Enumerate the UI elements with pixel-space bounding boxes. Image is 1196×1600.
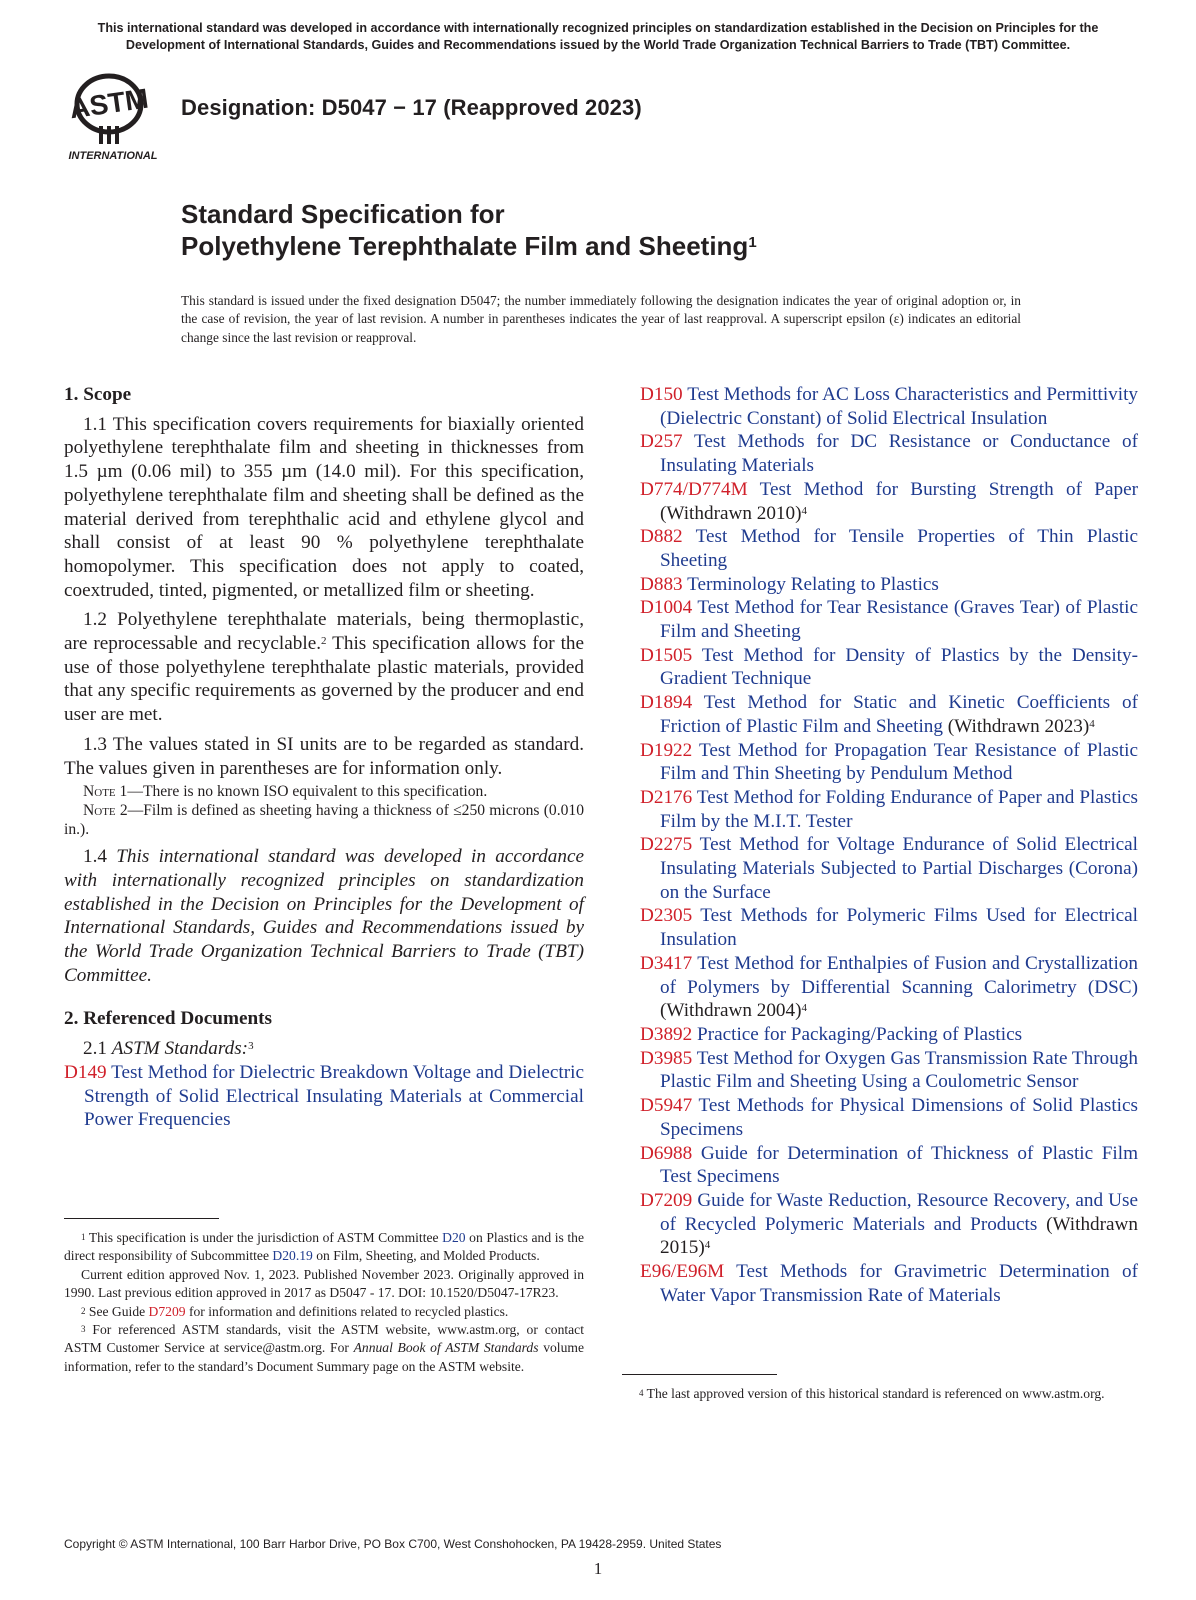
reference-item	[640, 1142, 1138, 1189]
reference-title-link[interactable]: Guide for Determination of Thickness of Plastic Film Test Specimens	[660, 1142, 1138, 1188]
reference-item	[640, 573, 1138, 597]
left-column	[64, 383, 584, 1132]
reference-title-link[interactable]: Test Methods for Polymeric Films Used for Electrical Insulation	[660, 905, 1138, 951]
reference-code-link[interactable]: D1922	[640, 739, 693, 761]
reference-code-link[interactable]: D883	[640, 573, 683, 595]
reference-item	[640, 691, 1138, 738]
footnotes-left	[64, 1229, 584, 1376]
reference-title-link[interactable]: Test Methods for Gravimetric Determination of Water Vapor Transmission Rate of Materials	[660, 1261, 1138, 1306]
reference-item	[640, 1260, 1138, 1307]
reference-code-link[interactable]: D6988	[640, 1142, 693, 1164]
title-line-2: Polyethylene Terephthalate Film and Sheeting$^1$	[181, 231, 757, 261]
footnote-ref-3[interactable]: 3	[248, 1040, 254, 1053]
reference-title-link[interactable]: Test Method for Dielectric Breakdown Voltage and Dielectric Strength of Solid Electrical Insulating Materials at Commercial Power Frequencies	[84, 1061, 584, 1131]
reference-item	[640, 596, 1138, 643]
reference-item	[640, 525, 1138, 572]
footnote-ref-4[interactable]: 4	[1089, 717, 1095, 730]
reference-title-link[interactable]: Test Methods for DC Resistance or Conductance of Insulating Materials	[660, 431, 1138, 477]
paragraph-1-2: 1.2 Polyethylene terephthalate materials, being thermoplastic, are reprocessable and recyclable.$^2$ This specification allows for the use of those polyethylene terephthalate plastic materials, provided that any specific requirements as governed by the producer and end user are met.	[64, 609, 585, 726]
footnote-ref-4[interactable]: 4	[801, 504, 807, 517]
reference-code-link[interactable]: D774/D774M	[640, 478, 748, 500]
subsection-astm-standards: 2.1 ASTM Standards:$^3$	[83, 1038, 254, 1060]
reference-code-link[interactable]: E96/E96M	[640, 1261, 725, 1283]
footnote-divider-right	[622, 1374, 777, 1375]
reference-code-link[interactable]: D5947	[640, 1095, 693, 1117]
reference-code-link[interactable]: D2305	[640, 905, 693, 927]
right-column	[640, 383, 1138, 1307]
reference-code-link[interactable]: D2176	[640, 786, 693, 808]
reference-title-link[interactable]: Test Method for Static and Kinetic Coefficients of Friction of Plastic Film and Sheeting	[660, 692, 1138, 737]
reference-item	[640, 383, 1138, 430]
reference-item	[64, 1061, 584, 1132]
title-line-1: Standard Specification for	[181, 199, 505, 229]
footnote-ref-2[interactable]: 2	[321, 635, 327, 648]
footnote-divider-left	[64, 1218, 219, 1219]
withdrawn-note: (Withdrawn 2023)	[943, 715, 1090, 737]
footnote-ref-4[interactable]: 4	[704, 1239, 711, 1252]
footnote-1: $^1$ This specification is under the jurisdiction of ASTM Committee D20 on Plastics and is the direct responsibility of Subcommittee D20.19 on Film, Sheeting, and Molded Products.	[64, 1230, 584, 1264]
reference-item	[640, 833, 1138, 904]
reference-item	[640, 478, 1138, 525]
reference-title-link[interactable]: Test Method for Density of Plastics by the Density-Gradient Technique	[660, 644, 1138, 690]
designation: Designation: D5047 − 17 (Reapproved 2023)	[181, 95, 642, 120]
reference-code-link[interactable]: D1505	[640, 644, 693, 666]
paragraph-1-4: 1.4 This international standard was developed in accordance with internationally recognized principles on standardization established in the Decision on Principles for the Development of International Standards, Guides and Recommendations issued by the World Trade Organization Technical Barriers to Trade (TBT) Committee.	[64, 846, 585, 986]
paragraph-1-3: 1.3 The values stated in SI units are to be regarded as standard. The values given in parentheses are for information only.	[64, 733, 584, 779]
reference-title-link[interactable]: Test Methods for Physical Dimensions of Solid Plastics Specimens	[660, 1095, 1138, 1140]
footnote-1-edition: Current edition approved Nov. 1, 2023. Published November 2023. Originally approved in 1990. Last previous edition approved in 2017 as D5047 - 17. DOI: 10.1520/D5047-17R23.	[64, 1266, 584, 1301]
reference-title-link[interactable]: Test Method for Enthalpies of Fusion and Crystallization of Polymers by Differential Scanning Calorimetry (DSC)	[660, 952, 1138, 998]
footnotes-right	[622, 1385, 1138, 1403]
reference-title-link[interactable]: Test Method for Tensile Properties of Thin Plastic Sheeting	[660, 526, 1138, 571]
title-footnote-ref[interactable]: 1	[748, 234, 757, 251]
reference-item	[640, 1094, 1138, 1141]
footnote-ref-4[interactable]: 4	[801, 1002, 807, 1015]
preamble: This standard is issued under the fixed designation D5047; the number immediately following the designation indicates the year of original adoption or, in the case of revision, the year of last revision. A number in parentheses indicates the year of last reapproval. A superscript epsilon (ε) indicates an editorial change since the last revision or reapproval.	[181, 293, 1021, 345]
svg-text:INTERNATIONAL: INTERNATIONAL	[68, 150, 158, 162]
reference-title-link[interactable]: Test Methods for AC Loss Characteristics and Permittivity (Dielectric Constant) of Solid Electrical Insulation	[660, 384, 1138, 429]
reference-code-link[interactable]: D3985	[640, 1047, 693, 1069]
reference-item	[640, 430, 1138, 477]
reference-item	[640, 904, 1138, 951]
reference-title-link[interactable]: Terminology Relating to Plastics	[682, 573, 939, 595]
withdrawn-note: (Withdrawn 2004)	[660, 1000, 802, 1022]
reference-title-link[interactable]: Practice for Packaging/Packing of Plastics	[692, 1023, 1023, 1045]
section-heading-scope: 1. Scope	[64, 384, 132, 405]
reference-title-link[interactable]: Test Method for Folding Endurance of Paper and Plastics Film by the M.I.T. Tester	[660, 786, 1138, 832]
copyright-line: Copyright © ASTM International, 100 Barr Harbor Drive, PO Box C700, West Conshohocken, PA 19428-2959. United States	[64, 1537, 722, 1551]
reference-item	[640, 739, 1138, 786]
reference-code-link[interactable]: D3892	[640, 1023, 693, 1045]
reference-code-link[interactable]: D3417	[640, 952, 693, 974]
committee-link[interactable]: D20	[442, 1230, 466, 1245]
withdrawn-note: (Withdrawn 2015)	[660, 1213, 1138, 1259]
withdrawn-note: (Withdrawn 2010)	[660, 502, 802, 524]
wto-notice: This international standard was developed in accordance with internationally recognized principles on standardization established in the Decision on Principles for the Development of International Standards, Guides and Recommendations issued by the World Trade Organization Technical Barriers to Trade (TBT) Committee.	[97, 21, 1099, 52]
note-1: Note 1—There is no known ISO equivalent to this specification.	[83, 783, 488, 801]
footnote-2: $^2$ See Guide D7209 for information and definitions related to recycled plastics.	[81, 1303, 509, 1319]
reference-title-link[interactable]: Test Method for Tear Resistance (Graves Tear) of Plastic Film and Sheeting	[660, 597, 1138, 643]
page-number: 1	[593, 1559, 603, 1578]
reference-code-link[interactable]: D1004	[640, 597, 693, 619]
reference-title-link[interactable]: Guide for Waste Reduction, Resource Recovery, and Use of Recycled Polymeric Materials and Products	[660, 1189, 1138, 1235]
document-title	[181, 198, 757, 262]
reference-title-link[interactable]: Test Method for Voltage Endurance of Solid Electrical Insulating Materials Subjected to Partial Discharges (Corona) on the Surface	[660, 834, 1138, 903]
reference-code-link[interactable]: D7209	[640, 1189, 693, 1211]
reference-list-left	[64, 1061, 584, 1132]
reference-title-link[interactable]: Test Method for Propagation Tear Resistance of Plastic Film and Thin Sheeting by Pendulum Method	[660, 739, 1138, 785]
reference-code-link[interactable]: D257	[640, 431, 683, 453]
reference-code-link[interactable]: D1894	[640, 692, 693, 714]
footnote-4: $^4$ The last approved version of this historical standard is referenced on www.astm.org.	[639, 1386, 1105, 1401]
section-heading-referenced: 2. Referenced Documents	[64, 1008, 272, 1030]
reference-title-link[interactable]: Test Method for Oxygen Gas Transmission Rate Through Plastic Film and Sheeting Using a Coulometric Sensor	[660, 1047, 1138, 1093]
paragraph-1-1: 1.1 This specification covers requirements for biaxially oriented polyethylene terephthalate film and sheeting in thicknesses from 1.5 µm (0.06 mil) to 355 µm (14.0 mil). For this specification, polyethylene terephthalate film and sheeting shall be defined as the material derived from terephthalic acid and ethylene glycol and shall consist of at least 90 % polyethylene terephthalate homopolymer. This specification does not apply to coated, coextruded, tinted, pigmented, or metallized film or sheeting.	[64, 413, 584, 601]
astm-logo	[63, 66, 167, 166]
reference-item	[640, 1047, 1138, 1094]
reference-title-link[interactable]: Test Method for Bursting Strength of Paper	[747, 478, 1138, 500]
reference-code-link[interactable]: D150	[640, 384, 683, 405]
reference-item	[640, 952, 1138, 1023]
reference-list-right	[640, 383, 1138, 1307]
reference-item	[640, 1023, 1138, 1047]
note-2: Note 2—Film is defined as sheeting having a thickness of ≤250 microns (0.010 in.).	[64, 802, 584, 839]
reference-code-link[interactable]: D2275	[640, 834, 693, 856]
reference-code-link[interactable]: D882	[640, 526, 683, 548]
reference-item	[640, 644, 1138, 691]
svg-text:ASTM: ASTM	[67, 82, 151, 125]
guide-d7209-link[interactable]: D7209	[148, 1303, 186, 1319]
subcommittee-link[interactable]: D20.19	[272, 1248, 313, 1264]
footnote-3: $^3$ For referenced ASTM standards, visit the ASTM website, www.astm.org, or contact ASTM Customer Service at service@astm.org. For Annual Book of ASTM Standards volume information, refer to the standard’s Document Summary page on the ASTM website.	[64, 1322, 584, 1374]
reference-item	[640, 1189, 1138, 1260]
reference-item	[640, 786, 1138, 833]
reference-code-link[interactable]: D149	[64, 1061, 107, 1083]
